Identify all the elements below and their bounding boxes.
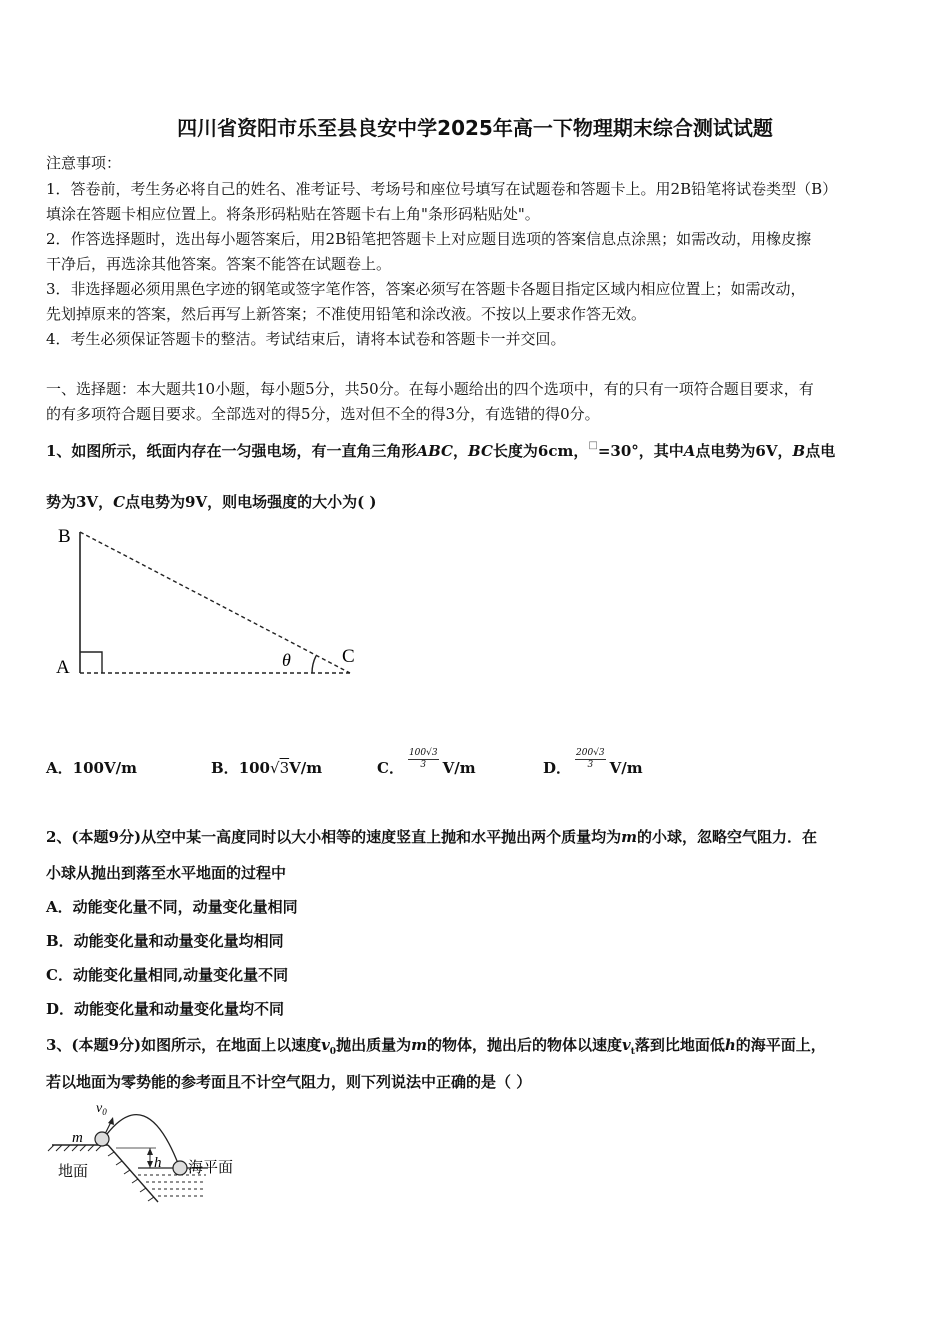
label-c: C [342, 646, 355, 667]
label-v0: $v_0$ [96, 1101, 107, 1117]
label-sea: 海平面 [188, 1160, 234, 1176]
notice-line: 3．非选择题必须用黑色字迹的钢笔或签字笔作答，答案必须写在答题卡各题目指定区域内相应位置上；如需改动， [46, 280, 806, 298]
q3-projectile-figure [46, 1098, 256, 1210]
q1-option-a: A．100V/m [46, 759, 137, 777]
q2-option: A．动能变化量不同，动量变化量相同 [46, 898, 298, 916]
theta-symbol: □ [588, 440, 598, 451]
notice-line: 先划掉原来的答案，然后再写上新答案；不准使用铅笔和涂改液。不按以上要求作答无效。 [46, 305, 647, 323]
q2-stem-line2: 小球从抛出到落至水平地面的过程中 [46, 864, 287, 882]
velocity-arrowhead [108, 1117, 114, 1125]
q1-stem-line2: 势为3V，C点电势为9V，则电场强度的大小为( ) [46, 493, 377, 511]
trajectory-path [104, 1115, 179, 1166]
notice-line: 4．考生必须保证答题卡的整洁。考试结束后，请将本试卷和答题卡一并交回。 [46, 330, 566, 348]
notice-line: 2．作答选择题时，选出每小题答案后，用2B铅笔把答题卡上对应题目选项的答案信息点涂黑；如需改动，用橡皮擦 [46, 230, 812, 248]
label-ground: 地面 [58, 1164, 89, 1180]
height-arrow-down [147, 1161, 153, 1168]
label-b: B [58, 526, 71, 547]
label-a: A [56, 657, 70, 678]
q1-option-d: D． $\frac{200√3}{3}$ V/m [543, 747, 643, 777]
sea-water [138, 1175, 206, 1196]
notice-line: 1．答卷前，考生务必将自己的姓名、准考证号、考场号和座位号填写在试题卷和答题卡上。用2B铅笔将试卷类型（B） [46, 180, 838, 198]
ball-end [173, 1161, 187, 1175]
label-m: m [72, 1130, 83, 1146]
height-arrow-up [147, 1148, 153, 1155]
side-bc [80, 532, 350, 673]
q1-stem-line1: 1、如图所示，纸面内存在一匀强电场，有一直角三角形ABC，BC长度为6cm，□=30°，其中A点电势为6V，B点电 [46, 440, 836, 460]
page-title: 四川省资阳市乐至县良安中学2025年高一下物理期末综合测试试题 [177, 116, 773, 140]
q1-triangle-figure [50, 520, 370, 690]
q1-option-c: C． $\frac{100√3}{3}$ V/m [377, 747, 476, 777]
q2-stem-line1: 2、(本题9分)从空中某一高度同时以大小相等的速度竖直上抛和水平抛出两个质量均为m的小球，忽略空气阻力．在 [46, 828, 817, 846]
q1-option-b: B．100√3V/m [211, 759, 323, 777]
q3-stem-line2: 若以地面为零势能的参考面且不计空气阻力，则下列说法中正确的是（ ） [46, 1073, 532, 1091]
ball-start [95, 1132, 109, 1146]
notice-line: 干净后，再选涂其他答案。答案不能答在试题卷上。 [46, 255, 392, 273]
label-theta: θ [282, 650, 291, 670]
q2-option: D．动能变化量和动量变化量均不同 [46, 1000, 285, 1018]
cliff-hatch [108, 1152, 154, 1201]
notice-line: 填涂在答题卡相应位置上。将条形码粘贴在答题卡右上角"条形码粘贴处"。 [46, 205, 540, 223]
section-intro: 一、选择题：本大题共10小题，每小题5分，共50分。在每小题给出的四个选项中，有的只有一项符合题目要求，有 [46, 380, 814, 398]
right-angle-mark [80, 652, 102, 673]
q2-option: B．动能变化量和动量变化量均相同 [46, 932, 284, 950]
section-intro: 的有多项符合题目要求。全部选对的得5分，选对但不全的得3分，有选错的得0分。 [46, 405, 600, 423]
label-h: h [154, 1155, 162, 1171]
angle-arc [312, 656, 316, 673]
notice-heading: 注意事项： [46, 154, 122, 172]
q3-stem-line1: 3、(本题9分)如图所示，在地面上以速度$v_0$抛出质量为m的物体，抛出后的物体以速度$v_t$落到比地面低h的海平面上， [46, 1036, 826, 1057]
q2-option: C．动能变化量相同,动量变化量不同 [46, 966, 289, 984]
